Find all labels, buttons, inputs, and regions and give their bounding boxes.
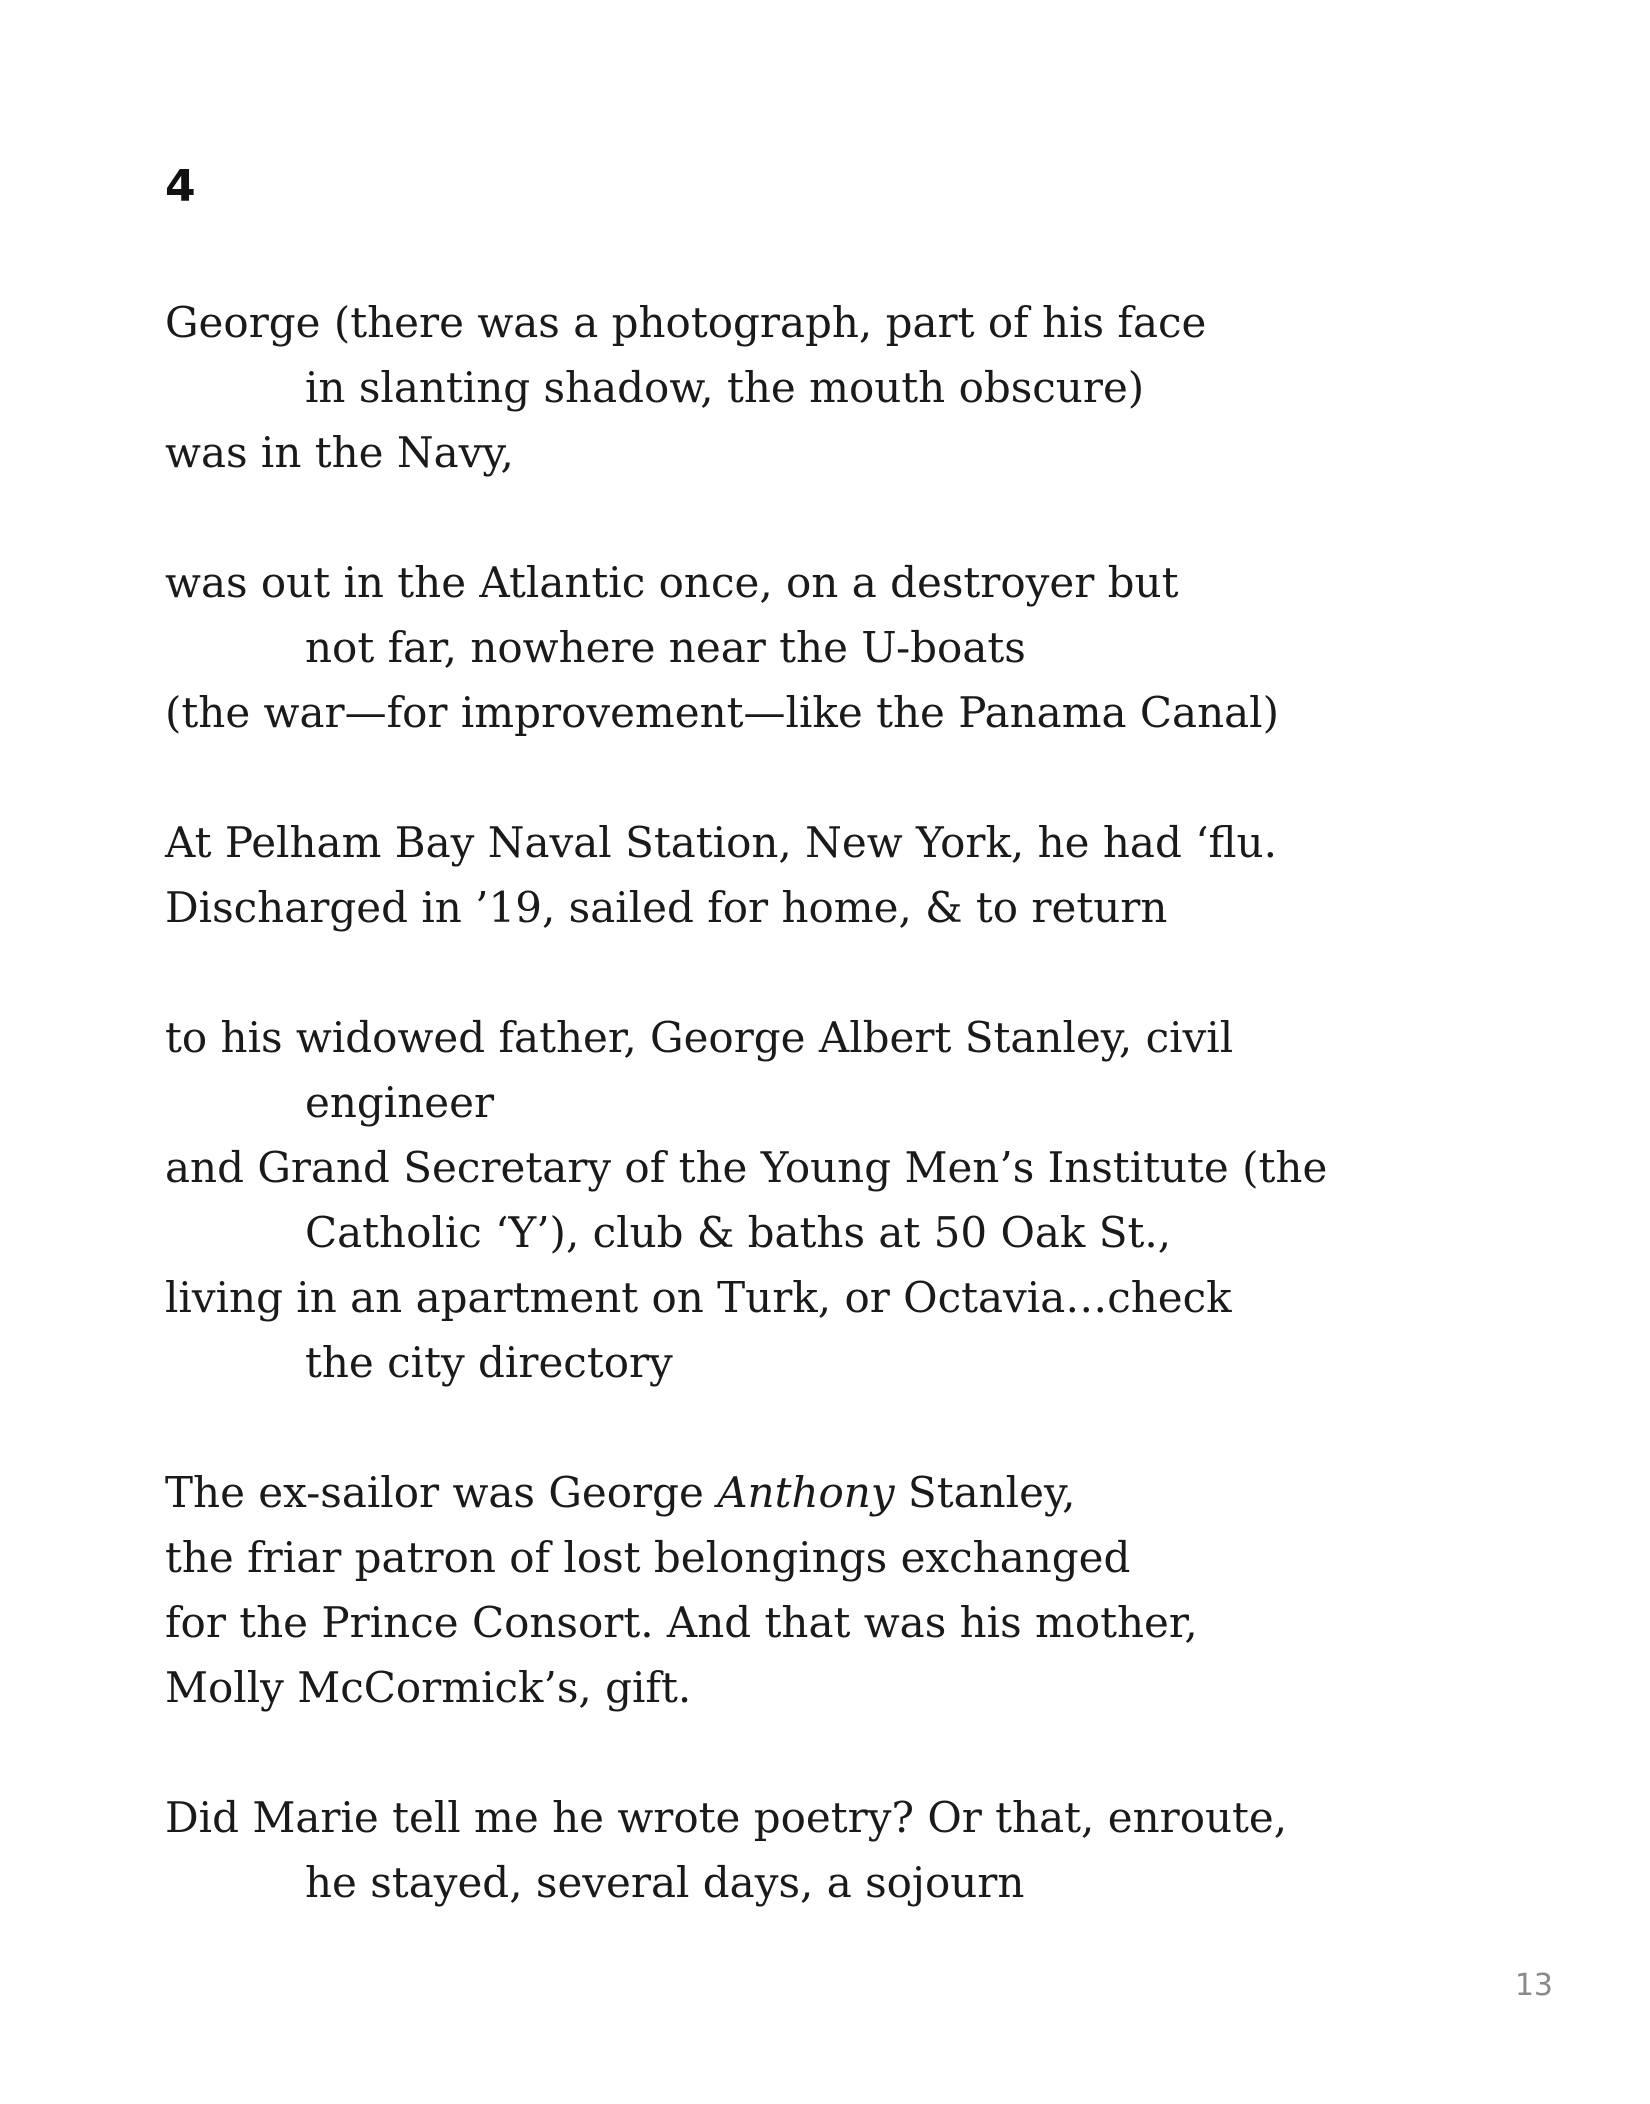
poem-line: Did Marie tell me he wrote poetry? Or that, enroute,	[165, 1793, 1288, 1842]
poem-line: in slanting shadow, the mouth obscure)	[305, 363, 1145, 412]
italic-name: Anthony	[717, 1468, 895, 1517]
poem-line: Catholic ‘Y’), club & baths at 50 Oak St.,	[305, 1208, 1172, 1257]
poem-line: for the Prince Consort. And that was his mother,	[165, 1598, 1198, 1647]
poem-line: George (there was a photograph, part of his face	[165, 298, 1207, 347]
poem-line: not far, nowhere near the U-boats	[305, 623, 1026, 672]
stanza-4	[165, 1005, 1545, 1395]
stanza-6	[165, 1785, 1545, 1915]
stanza-3	[165, 810, 1545, 940]
poem-line: and Grand Secretary of the Young Men’s Institute (the	[165, 1143, 1328, 1192]
poem-line: (the war—for improvement—like the Panama Canal)	[165, 688, 1280, 737]
poem-line-end: Stanley,	[894, 1468, 1076, 1517]
poem-line: the friar patron of lost belongings exchanged	[165, 1533, 1131, 1582]
poem-line: was out in the Atlantic once, on a destroyer but	[165, 558, 1179, 607]
poem-line: At Pelham Bay Naval Station, New York, he had ‘flu.	[165, 818, 1277, 867]
poem-line: living in an apartment on Turk, or Octavia…check	[165, 1273, 1232, 1322]
page-number: 13	[1514, 1968, 1553, 2003]
poem-body	[165, 290, 1545, 1980]
poem-line: Discharged in ’19, sailed for home, & to return	[165, 883, 1168, 932]
stanza-2	[165, 550, 1545, 745]
poem-line	[165, 1460, 1545, 1525]
poem-line: Molly McCormick’s, gift.	[165, 1663, 692, 1712]
stanza-1	[165, 290, 1545, 485]
poem-line: he stayed, several days, a sojourn	[305, 1858, 1025, 1907]
section-number: 4	[165, 161, 196, 212]
poem-line: engineer	[305, 1078, 495, 1127]
stanza-5	[165, 1460, 1545, 1720]
poem-line: the city directory	[305, 1338, 673, 1387]
poem-line: was in the Navy,	[165, 428, 514, 477]
poem-line: to his widowed father, George Albert Stanley, civil	[165, 1013, 1234, 1062]
poem-line-start: The ex-sailor was George	[165, 1468, 718, 1517]
